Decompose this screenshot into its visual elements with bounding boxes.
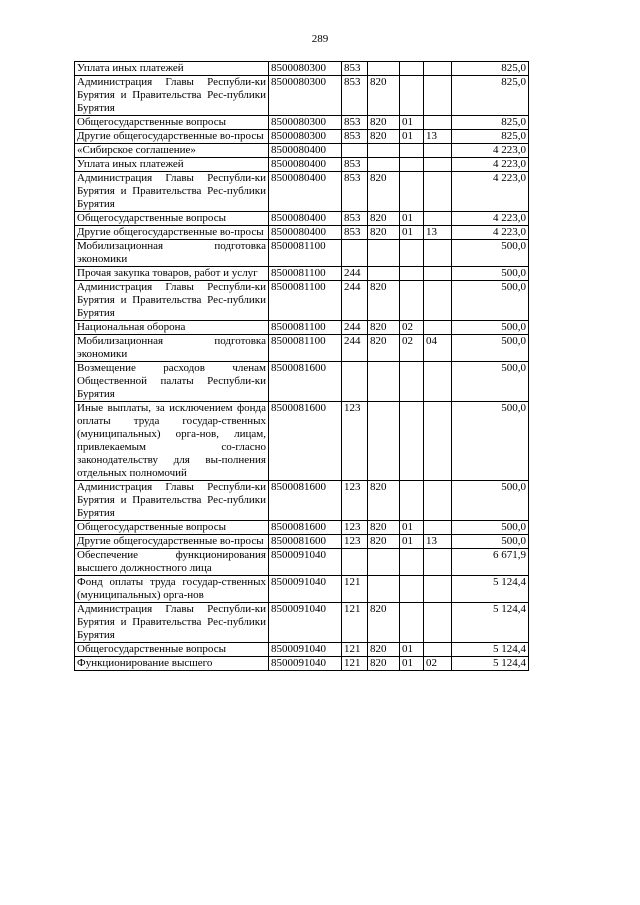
table-row (75, 172, 529, 212)
row-pr-cell (424, 549, 452, 576)
row-vr-cell: 121 (342, 603, 368, 643)
row-code-cell: 8500080300 (269, 130, 342, 144)
row-code-cell: 8500081100 (269, 240, 342, 267)
row-code-cell: 8500081600 (269, 402, 342, 481)
row-grbs-cell (368, 362, 400, 402)
table-row (75, 76, 529, 116)
row-pr-cell (424, 576, 452, 603)
row-vr-cell: 123 (342, 481, 368, 521)
row-code-cell: 8500080400 (269, 226, 342, 240)
row-rz-cell (400, 62, 424, 76)
row-name-cell: Администрация Главы Республи-ки Бурятия и Правительства Рес-публики Бурятия (75, 281, 269, 321)
row-sum-cell: 500,0 (452, 402, 529, 481)
row-grbs-cell: 820 (368, 335, 400, 362)
row-grbs-cell (368, 158, 400, 172)
row-rz-cell: 01 (400, 116, 424, 130)
row-vr-cell (342, 144, 368, 158)
page-number: 289 (311, 33, 329, 45)
table-row (75, 576, 529, 603)
row-sum-cell: 6 671,9 (452, 549, 529, 576)
row-name-cell: Иные выплаты, за исключением фонда оплаты труда государ-ственных (муниципальных) орга-нов, лицам, привлекаемым со-гласно законодательству для вы-полнения отдельных полномочий (75, 402, 269, 481)
row-rz-cell (400, 76, 424, 116)
row-pr-cell (424, 481, 452, 521)
table-row (75, 116, 529, 130)
row-sum-cell: 500,0 (452, 481, 529, 521)
row-code-cell: 8500081100 (269, 267, 342, 281)
table-row (75, 643, 529, 657)
row-grbs-cell (368, 267, 400, 281)
row-sum-cell: 500,0 (452, 521, 529, 535)
row-code-cell: 8500080300 (269, 116, 342, 130)
row-pr-cell (424, 172, 452, 212)
budget-table (74, 61, 529, 671)
table-row (75, 362, 529, 402)
row-vr-cell: 853 (342, 158, 368, 172)
row-sum-cell: 4 223,0 (452, 158, 529, 172)
row-code-cell: 8500080400 (269, 212, 342, 226)
row-rz-cell: 01 (400, 521, 424, 535)
table-row (75, 158, 529, 172)
row-pr-cell (424, 267, 452, 281)
row-grbs-cell: 820 (368, 281, 400, 321)
row-sum-cell: 500,0 (452, 267, 529, 281)
row-rz-cell (400, 172, 424, 212)
row-sum-cell: 4 223,0 (452, 144, 529, 158)
row-name-cell: Уплата иных платежей (75, 158, 269, 172)
row-vr-cell: 853 (342, 130, 368, 144)
row-vr-cell (342, 240, 368, 267)
row-grbs-cell: 820 (368, 172, 400, 212)
row-code-cell: 8500081100 (269, 321, 342, 335)
table-row (75, 62, 529, 76)
row-sum-cell: 500,0 (452, 535, 529, 549)
row-vr-cell: 244 (342, 267, 368, 281)
row-name-cell: Другие общегосударственные во-просы (75, 535, 269, 549)
row-name-cell: Другие общегосударственные во-просы (75, 130, 269, 144)
row-name-cell: Общегосударственные вопросы (75, 116, 269, 130)
row-vr-cell: 121 (342, 576, 368, 603)
table-row (75, 267, 529, 281)
row-vr-cell: 244 (342, 321, 368, 335)
row-grbs-cell: 820 (368, 76, 400, 116)
row-sum-cell: 5 124,4 (452, 576, 529, 603)
row-sum-cell: 825,0 (452, 62, 529, 76)
row-pr-cell (424, 603, 452, 643)
row-name-cell: Мобилизационная подготовка экономики (75, 240, 269, 267)
row-sum-cell: 5 124,4 (452, 643, 529, 657)
row-rz-cell: 01 (400, 130, 424, 144)
row-pr-cell: 13 (424, 535, 452, 549)
row-pr-cell (424, 158, 452, 172)
row-name-cell: Фонд оплаты труда государ-ственных (муниципальных) орга-нов (75, 576, 269, 603)
row-name-cell: Администрация Главы Республи-ки Бурятия и Правительства Рес-публики Бурятия (75, 603, 269, 643)
row-sum-cell: 5 124,4 (452, 657, 529, 671)
row-vr-cell: 123 (342, 521, 368, 535)
row-name-cell: Общегосударственные вопросы (75, 212, 269, 226)
row-sum-cell: 4 223,0 (452, 212, 529, 226)
row-pr-cell (424, 643, 452, 657)
row-pr-cell: 02 (424, 657, 452, 671)
row-sum-cell: 825,0 (452, 116, 529, 130)
row-code-cell: 8500091040 (269, 603, 342, 643)
row-vr-cell: 123 (342, 402, 368, 481)
table-row (75, 144, 529, 158)
row-rz-cell (400, 576, 424, 603)
row-grbs-cell: 820 (368, 603, 400, 643)
row-rz-cell: 01 (400, 643, 424, 657)
row-code-cell: 8500080300 (269, 62, 342, 76)
row-name-cell: Общегосударственные вопросы (75, 643, 269, 657)
row-name-cell: Мобилизационная подготовка экономики (75, 335, 269, 362)
row-pr-cell (424, 144, 452, 158)
row-name-cell: Прочая закупка товаров, работ и услуг (75, 267, 269, 281)
row-vr-cell: 121 (342, 643, 368, 657)
row-rz-cell: 01 (400, 212, 424, 226)
table-row (75, 521, 529, 535)
row-code-cell: 8500081100 (269, 281, 342, 321)
row-rz-cell: 01 (400, 535, 424, 549)
row-code-cell: 8500091040 (269, 657, 342, 671)
row-vr-cell: 244 (342, 335, 368, 362)
row-code-cell: 8500080400 (269, 158, 342, 172)
budget-table-body (75, 62, 529, 671)
table-row (75, 402, 529, 481)
row-grbs-cell: 820 (368, 643, 400, 657)
row-code-cell: 8500080300 (269, 76, 342, 116)
row-grbs-cell (368, 62, 400, 76)
table-row (75, 603, 529, 643)
row-code-cell: 8500081600 (269, 362, 342, 402)
row-sum-cell: 500,0 (452, 362, 529, 402)
row-pr-cell (424, 116, 452, 130)
row-name-cell: «Сибирское соглашение» (75, 144, 269, 158)
row-grbs-cell: 820 (368, 521, 400, 535)
row-grbs-cell (368, 144, 400, 158)
row-pr-cell (424, 212, 452, 226)
row-pr-cell (424, 521, 452, 535)
row-grbs-cell: 820 (368, 130, 400, 144)
row-vr-cell (342, 362, 368, 402)
row-sum-cell: 500,0 (452, 321, 529, 335)
table-row (75, 321, 529, 335)
row-name-cell: Уплата иных платежей (75, 62, 269, 76)
row-name-cell: Национальная оборона (75, 321, 269, 335)
row-sum-cell: 825,0 (452, 76, 529, 116)
row-name-cell: Администрация Главы Республи-ки Бурятия и Правительства Рес-публики Бурятия (75, 172, 269, 212)
row-grbs-cell: 820 (368, 212, 400, 226)
row-code-cell: 8500091040 (269, 549, 342, 576)
row-code-cell: 8500080400 (269, 144, 342, 158)
row-sum-cell: 500,0 (452, 240, 529, 267)
row-grbs-cell (368, 402, 400, 481)
table-row (75, 481, 529, 521)
row-name-cell: Другие общегосударственные во-просы (75, 226, 269, 240)
row-pr-cell (424, 281, 452, 321)
table-row (75, 212, 529, 226)
row-code-cell: 8500080400 (269, 172, 342, 212)
row-vr-cell: 121 (342, 657, 368, 671)
row-pr-cell: 04 (424, 335, 452, 362)
row-grbs-cell (368, 576, 400, 603)
row-pr-cell: 13 (424, 226, 452, 240)
row-rz-cell: 01 (400, 226, 424, 240)
row-rz-cell (400, 240, 424, 267)
row-rz-cell (400, 144, 424, 158)
row-name-cell: Общегосударственные вопросы (75, 521, 269, 535)
table-row (75, 535, 529, 549)
row-pr-cell (424, 240, 452, 267)
row-sum-cell: 825,0 (452, 130, 529, 144)
row-name-cell: Администрация Главы Республи-ки Бурятия и Правительства Рес-публики Бурятия (75, 481, 269, 521)
row-sum-cell: 4 223,0 (452, 172, 529, 212)
row-grbs-cell (368, 240, 400, 267)
row-vr-cell (342, 549, 368, 576)
row-pr-cell: 13 (424, 130, 452, 144)
row-sum-cell: 5 124,4 (452, 603, 529, 643)
row-sum-cell: 500,0 (452, 281, 529, 321)
row-grbs-cell (368, 549, 400, 576)
row-rz-cell (400, 402, 424, 481)
row-sum-cell: 500,0 (452, 335, 529, 362)
row-pr-cell (424, 76, 452, 116)
table-row (75, 657, 529, 671)
row-vr-cell: 853 (342, 76, 368, 116)
row-rz-cell (400, 549, 424, 576)
row-name-cell: Функционирование высшего (75, 657, 269, 671)
row-grbs-cell: 820 (368, 481, 400, 521)
row-rz-cell: 01 (400, 657, 424, 671)
row-sum-cell: 4 223,0 (452, 226, 529, 240)
row-rz-cell: 02 (400, 321, 424, 335)
row-vr-cell: 853 (342, 212, 368, 226)
row-code-cell: 8500081100 (269, 335, 342, 362)
row-rz-cell (400, 158, 424, 172)
row-code-cell: 8500081600 (269, 521, 342, 535)
row-rz-cell: 02 (400, 335, 424, 362)
row-grbs-cell: 820 (368, 321, 400, 335)
row-pr-cell (424, 321, 452, 335)
row-vr-cell: 244 (342, 281, 368, 321)
row-code-cell: 8500091040 (269, 576, 342, 603)
row-grbs-cell: 820 (368, 116, 400, 130)
row-vr-cell: 123 (342, 535, 368, 549)
row-vr-cell: 853 (342, 116, 368, 130)
row-vr-cell: 853 (342, 62, 368, 76)
row-code-cell: 8500081600 (269, 535, 342, 549)
row-code-cell: 8500091040 (269, 643, 342, 657)
row-name-cell: Обеспечение функционирования высшего должностного лица (75, 549, 269, 576)
row-vr-cell: 853 (342, 226, 368, 240)
row-code-cell: 8500081600 (269, 481, 342, 521)
row-pr-cell (424, 402, 452, 481)
row-name-cell: Администрация Главы Республи-ки Бурятия и Правительства Рес-публики Бурятия (75, 76, 269, 116)
table-row (75, 240, 529, 267)
table-row (75, 549, 529, 576)
row-rz-cell (400, 362, 424, 402)
row-grbs-cell: 820 (368, 657, 400, 671)
row-grbs-cell: 820 (368, 535, 400, 549)
row-rz-cell (400, 281, 424, 321)
table-row (75, 130, 529, 144)
table-row (75, 281, 529, 321)
row-rz-cell (400, 267, 424, 281)
row-grbs-cell: 820 (368, 226, 400, 240)
row-rz-cell (400, 481, 424, 521)
row-rz-cell (400, 603, 424, 643)
row-pr-cell (424, 362, 452, 402)
row-vr-cell: 853 (342, 172, 368, 212)
table-row (75, 335, 529, 362)
table-row (75, 226, 529, 240)
row-name-cell: Возмещение расходов членам Общественной палаты Республи-ки Бурятия (75, 362, 269, 402)
row-pr-cell (424, 62, 452, 76)
